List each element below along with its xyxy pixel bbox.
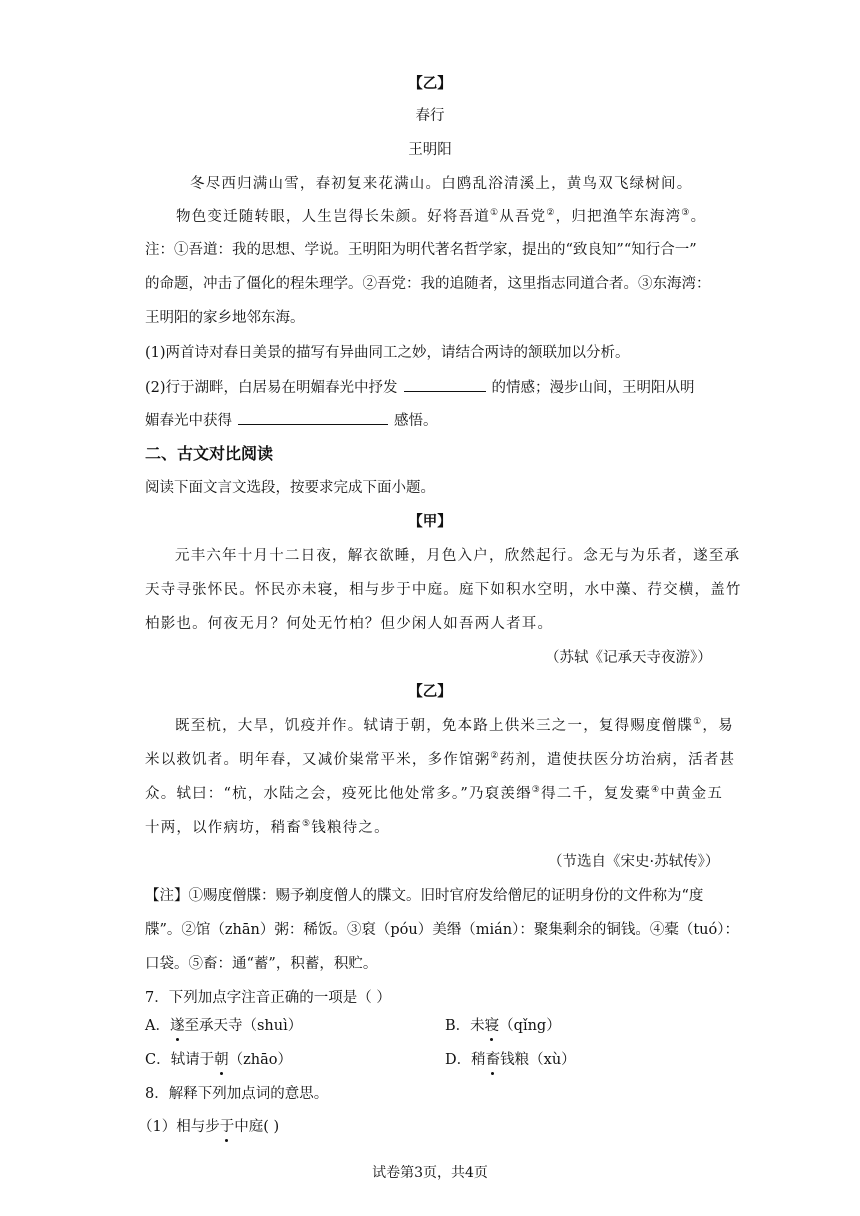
passage-jia-heading: 【甲】 [408, 513, 452, 530]
passage-yi-line-2: 米以救饥者。明年春，又减价粜常平米，多作馆粥②药剂，遣使扶医分坊治病，活者甚 [145, 751, 736, 768]
poem-title: 春行 [415, 108, 445, 124]
passage-yi-source: （节选自《宋史·苏轼传》） [548, 854, 720, 870]
page-footer: 试卷第3页，共4页 [372, 1165, 488, 1181]
poem-author: 王明阳 [408, 142, 452, 158]
poem-line-2: 物色变迁随转眼，人生岂得长朱颜。好将吾道①从吾党②，归把渔竿东海湾③。 [176, 208, 707, 225]
passage-yi-line-1: 既至杭，大旱，饥疫并作。轼请于朝，免本路上供米三之一，复得赐度僧牒①，易 [175, 717, 734, 734]
poem-note-1: 注：①吾道：我的思想、学说。王明阳为明代著名哲学家，提出的“致良知”“知行合一” [145, 242, 697, 258]
poem-line-1: 冬尽西归满山雪，春初复来花满山。白鸥乱浴清溪上，黄鸟双飞绿树间。 [190, 176, 693, 192]
passage-jia-source: （苏轼《记承天寺夜游》） [545, 650, 712, 666]
question-poem-2-cont: 媚春光中获得 感悟。 [145, 410, 438, 431]
section-instruction: 阅读下面文言文选段，按要求完成下面小题。 [145, 480, 435, 496]
passage-yi-line-3: 众。轼曰：“杭，水陆之会，疫死比他处常多。”乃裒羡缗③得二千，复发橐④中黄金五 [145, 785, 724, 802]
question-poem-2: (2)行于湖畔，白居易在明媚春光中抒发 的情感；漫步山间，王明阳从明 [145, 377, 695, 398]
question-8-stem: 8．解释下列加点词的意思。 [145, 1086, 329, 1102]
answer-blank-1[interactable] [404, 377, 486, 392]
question-7-option-a[interactable]: A．遂至承天寺（shuì） [145, 1018, 303, 1034]
passage-note-2: 牒”。②馆（zhān）粥：稀饭。③裒（póu）美缗（mián）：聚集剩余的铜钱。④橐（tuó）： [145, 922, 739, 938]
question-7-option-c[interactable]: C．轼请于朝（zhāo） [145, 1052, 292, 1068]
passage-note-1: 【注】①赐度僧牒：赐予剃度僧人的牒文。旧时官府发给僧尼的证明身份的文件称为“度 [145, 888, 704, 904]
poem-heading: 【乙】 [408, 75, 452, 92]
answer-blank-2[interactable] [238, 410, 388, 425]
question-7-stem: 7．下列加点字注音正确的一项是（ ） [145, 990, 391, 1006]
passage-jia-line-3: 柏影也。何夜无月？何处无竹柏？但少闲人如吾两人者耳。 [145, 616, 554, 632]
passage-note-3: 口袋。⑤畜：通“蓄”，积蓄，积贮。 [145, 956, 378, 972]
poem-note-3: 王明阳的家乡地邻东海。 [145, 310, 305, 326]
poem-note-2: 的命题，冲击了僵化的程朱理学。②吾党：我的追随者，这里指志同道合者。③东海湾： [145, 276, 711, 292]
passage-jia-line-2: 天寺寻张怀民。怀民亦未寝，相与步于中庭。庭下如积水空明，水中藻、荇交横，盖竹 [145, 582, 742, 598]
passage-yi-line-4: 十两，以作病坊，稍畜⑤钱粮待之。 [145, 819, 390, 836]
question-poem-1: (1)两首诗对春日美景的描写有异曲同工之妙，请结合两诗的颔联加以分析。 [145, 345, 630, 361]
passage-jia-line-1: 元丰六年十月十二日夜，解衣欲睡，月色入户，欣然起行。念无与为乐者，遂至承 [175, 548, 741, 564]
section-title: 二、古文对比阅读 [145, 444, 274, 463]
question-7-option-b[interactable]: B．未寝（qǐng） [445, 1018, 561, 1034]
question-7-option-d[interactable]: D．稍畜钱粮（xù） [445, 1052, 576, 1068]
question-8-item-1[interactable]: （1）相与步于中庭( ) [138, 1119, 280, 1135]
passage-yi-heading: 【乙】 [408, 683, 452, 700]
